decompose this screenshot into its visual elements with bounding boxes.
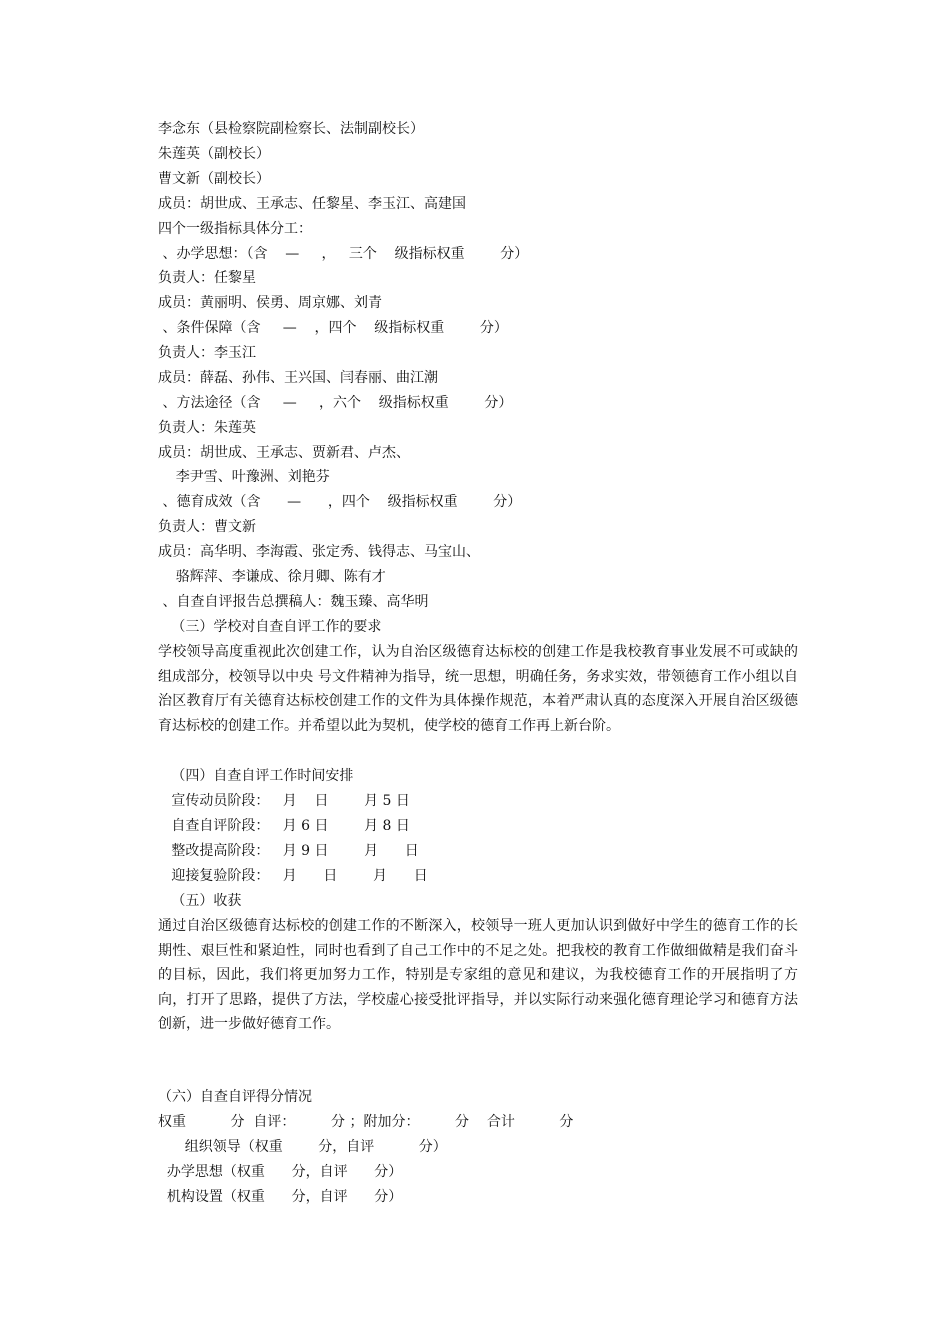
text-line: 负责人：曹文新 xyxy=(158,519,256,535)
text-line: 朱莲英（副校长） xyxy=(158,146,270,162)
harvest-paragraph: 通过自治区级德育达标校的创建工作的不断深入，校领导一班人更加认识到做好中学生的德育工作的长期性、艰巨性和紧迫性，同时也看到了自己工作中的不足之处。把我校的教育工作做细做精是我们奋斗的目标，因此，我们将更加努力工作，特别是专家组的意见和建议，为我校德育工作的开展指明了方向，打开了思路，提供了方法，学校虚心接受批评指导，并以实际行动来强化德育理论学习和德育方法创新，进一步做好德育工作。 xyxy=(158,918,798,1033)
text-line: 四个一级指标具体分工： xyxy=(158,221,312,237)
text-line: 曹文新（副校长） xyxy=(158,171,270,187)
text-line: 成员：胡世成、王承志、贾新君、卢杰、 xyxy=(158,445,410,461)
text-line: 负责人：李玉江 xyxy=(158,345,256,361)
text-line: 、自查自评报告总撰稿人：魏玉臻、高华明 xyxy=(158,594,429,610)
schedule-row: 宣传动员阶段： 月 日 月 5 日 xyxy=(158,793,410,809)
text-line: 骆辉萍、李谦成、徐月卿、陈有才 xyxy=(158,569,386,585)
text-line: 成员：薛磊、孙伟、王兴国、闫春丽、曲江潮 xyxy=(158,370,438,386)
text-line: 李尹雪、叶豫洲、刘艳芬 xyxy=(158,469,330,485)
score-row: 组织领导（权重 分，自评 分） xyxy=(158,1139,447,1155)
section-heading: （五）收获 xyxy=(158,893,242,909)
text-line: 成员：高华明、李海霞、张定秀、钱得志、马宝山、 xyxy=(158,544,480,560)
requirements-paragraph: 学校领导高度重视此次创建工作，认为自治区级德育达标校的创建工作是我校教育事业发展不可或缺的组成部分，校领导以中央 号文件精神为指导，统一思想，明确任务，务求实效，带领德育工作小组以自治区教育厅有关德育达标校创建工作的文件为具体操作规范，本着严肃认真的态度深入开展自治区级德育达标校的创建工作。并希望以此为契机，使学校的德育工作再上新台阶。 xyxy=(158,644,798,734)
text-line: 、办学思想：（含 — ， 三个 级指标权重 分） xyxy=(158,246,529,262)
score-row: 机构设置（权重 分，自评 分） xyxy=(158,1189,403,1205)
text-line: 负责人：朱莲英 xyxy=(158,420,256,436)
text-line: 李念东（县检察院副检察长、法制副校长） xyxy=(158,121,424,137)
text-line: 负责人：任黎星 xyxy=(158,270,256,286)
text-line: 、方法途径（含 — ，六个 级指标权重 分） xyxy=(158,395,513,411)
score-summary: 权重 分 自评： 分 ；附加分： 分 合计 分 xyxy=(158,1114,574,1130)
text-line: 、条件保障（含 — ，四个 级指标权重 分） xyxy=(158,320,508,336)
schedule-row: 自查自评阶段： 月 6 日 月 8 日 xyxy=(158,818,410,834)
section-heading: （六）自查自评得分情况 xyxy=(158,1089,312,1105)
schedule-row: 迎接复验阶段： 月 日 月 日 xyxy=(158,868,428,884)
section-heading: （三）学校对自查自评工作的要求 xyxy=(158,619,382,635)
text-line: 、德育成效（含 — ，四个 级指标权重 分） xyxy=(158,494,522,510)
text-line: 成员：胡世成、王承志、任黎星、李玉江、高建国 xyxy=(158,196,466,212)
text-line: 成员：黄丽明、侯勇、周京娜、刘青 xyxy=(158,295,382,311)
section-heading: （四）自查自评工作时间安排 xyxy=(158,768,354,784)
score-row: 办学思想（权重 分，自评 分） xyxy=(158,1164,403,1180)
schedule-row: 整改提高阶段： 月 9 日 月 日 xyxy=(158,843,419,859)
